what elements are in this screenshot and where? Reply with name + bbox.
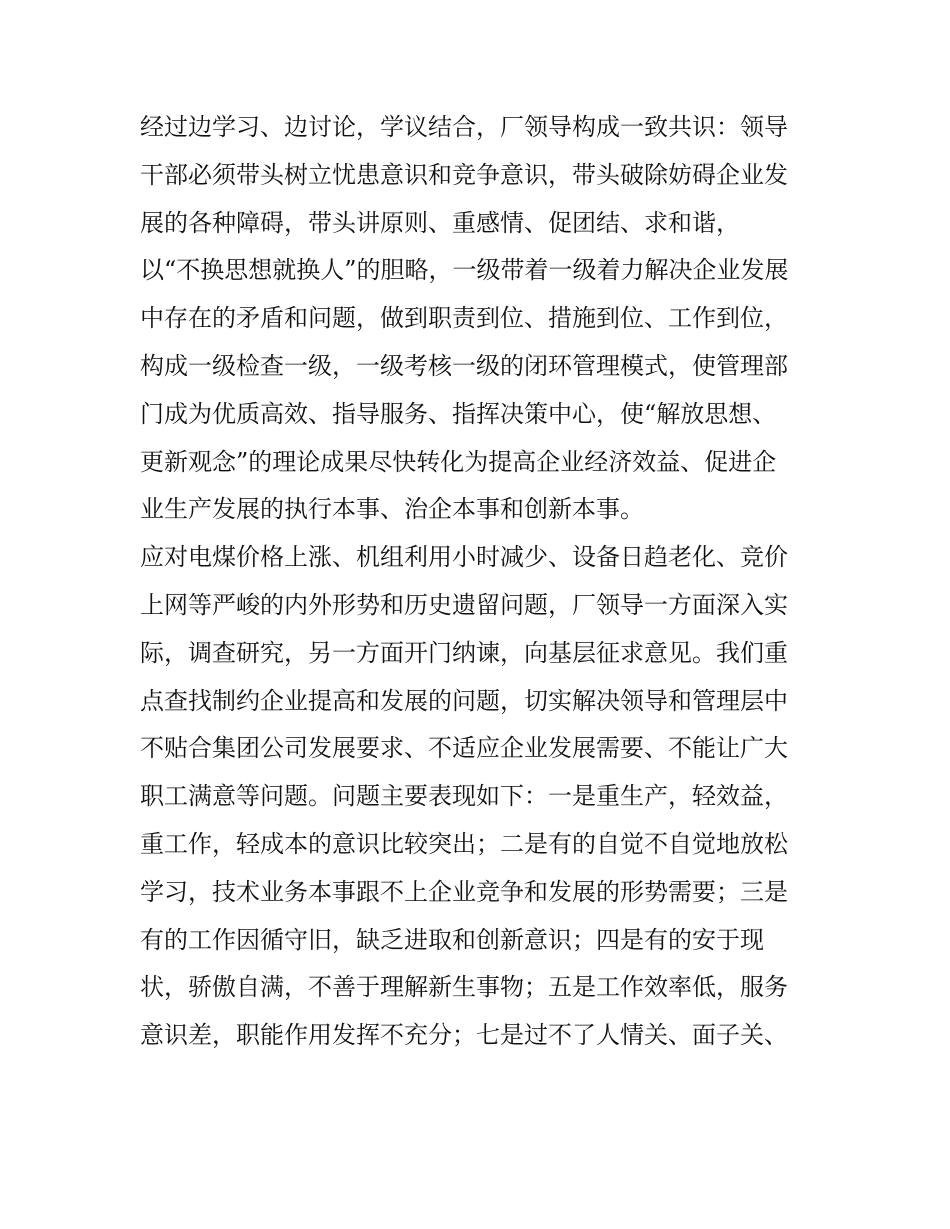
text-line: 际，调查研究，另一方面开门纳谏，向基层征求意见。我们重 — [140, 638, 788, 667]
text-line: 门成为优质高效、指导服务、指挥决策中心，使“解放思想、 — [140, 399, 777, 428]
text-line: 意识差，职能作用发挥不充分；七是过不了人情关、面子关、 — [140, 1021, 788, 1050]
text-line: 不贴合集团公司发展要求、不适应企业发展需要、不能让广大 — [140, 734, 788, 763]
text-line: 职工满意等问题。问题主要表现如下：一是重生产，轻效益， — [140, 782, 788, 811]
text-line: 重工作，轻成本的意识比较突出；二是有的自觉不自觉地放松 — [140, 829, 788, 858]
text-line: 干部必须带头树立忧患意识和竞争意识，带头破除妨碍企业发 — [140, 160, 788, 189]
text-line: 展的各种障碍，带头讲原则、重感情、促团结、求和谐， — [140, 208, 740, 237]
text-line: 应对电煤价格上涨、机组利用小时减少、设备日趋老化、竞价 — [140, 543, 788, 572]
text-line: 点查找制约企业提高和发展的问题，切实解决领导和管理层中 — [140, 686, 788, 715]
text-line: 有的工作因循守旧，缺乏进取和创新意识；四是有的安于现 — [140, 925, 764, 954]
text-line: 更新观念”的理论成果尽快转化为提高企业经济效益、促进企 — [140, 447, 777, 476]
text-line: 经过边学习、边讨论，学议结合，厂领导构成一致共识：领导 — [140, 113, 788, 141]
text-line: 以“不换思想就换人”的胆略，一级带着一级着力解决企业发展 — [140, 256, 789, 285]
text-line: 中存在的矛盾和问题，做到职责到位、措施到位、工作到位， — [140, 304, 788, 333]
text-line: 业生产发展的执行本事、治企本事和创新本事。 — [140, 495, 644, 524]
text-line: 构成一级检查一级，一级考核一级的闭环管理模式，使管理部 — [140, 351, 788, 380]
text-line: 学习，技术业务本事跟不上企业竞争和发展的形势需要；三是 — [140, 877, 788, 906]
text-line: 状，骄傲自满，不善于理解新生事物；五是工作效率低，服务 — [140, 973, 788, 1002]
body-text — [140, 104, 820, 1060]
text-line: 上网等严峻的内外形势和历史遗留问题，厂领导一方面深入实 — [140, 590, 788, 619]
